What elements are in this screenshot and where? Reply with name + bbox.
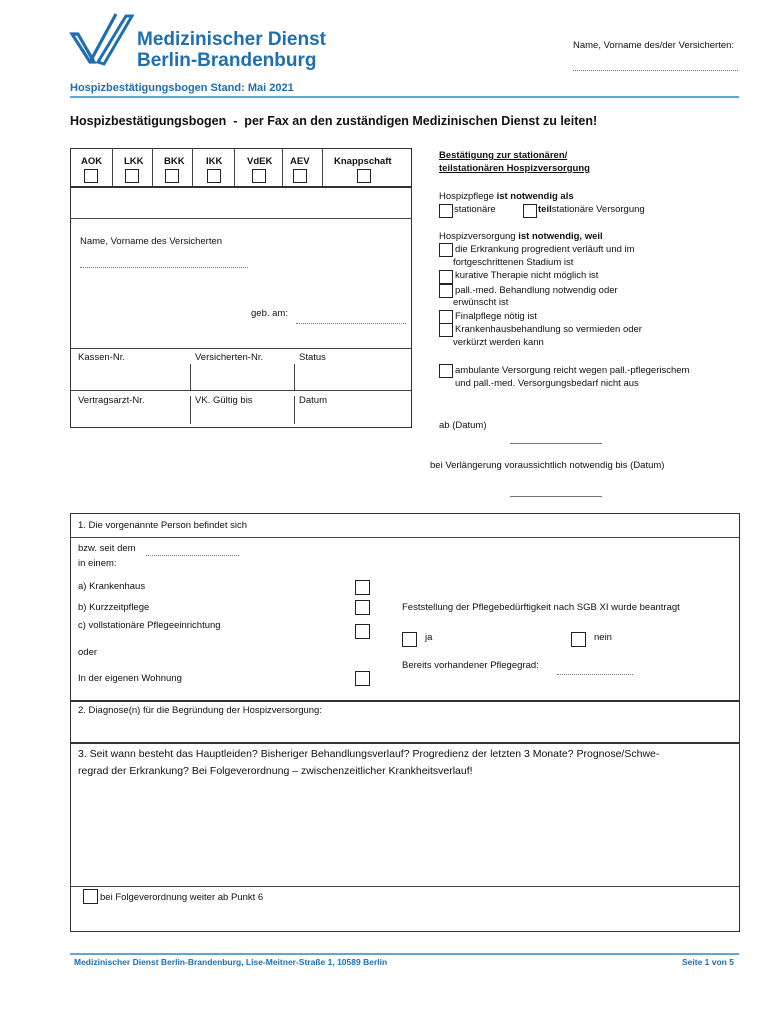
- section-3-line-2: regrad der Erkrankung? Bei Folgeverordnung – zwischenzeitlicher Krankheitsverlauf!: [78, 765, 473, 777]
- folge-checkbox[interactable]: [83, 889, 98, 904]
- reason-pallmed-label-1: pall.-med. Behandlung notwendig oder: [455, 285, 618, 296]
- patient-box: [70, 186, 412, 428]
- pflegegrad-field[interactable]: [557, 674, 633, 675]
- geb-label: geb. am:: [251, 308, 288, 319]
- section-1-title: 1. Die vorgenannte Person befindet sich: [78, 520, 247, 531]
- footer-page: Seite 1 von 5: [682, 957, 734, 967]
- folge-label: bei Folgeverordnung weiter ab Punkt 6: [100, 892, 264, 903]
- reason-finalpflege-label: Finalpflege nötig ist: [455, 311, 537, 322]
- pflegegrad-label: Bereits vorhandener Pflegegrad:: [402, 660, 539, 671]
- reason-progredient-label-2: fortgeschrittenen Stadium ist: [453, 257, 574, 268]
- kasse-aok-checkbox[interactable]: [84, 169, 98, 183]
- teilstationaer-label: teilstationäre Versorgung: [538, 204, 645, 215]
- reason-krankenhaus-label-1: Krankenhausbehandlung so vermieden oder: [455, 324, 642, 335]
- stationaer-label: stationäre: [454, 204, 496, 215]
- logo-line2: Berlin-Brandenburg: [137, 50, 317, 71]
- stationaer-checkbox[interactable]: [439, 204, 453, 218]
- kasse-vdek-checkbox[interactable]: [252, 169, 266, 183]
- right-heading-1: Bestätigung zur stationären/: [439, 150, 568, 161]
- vertragsarzt-nr-label: Vertragsarzt-Nr.: [78, 395, 145, 406]
- reason-kurativ-label: kurative Therapie nicht möglich ist: [455, 270, 599, 281]
- patient-name-label: Name, Vorname des Versicherten: [80, 236, 223, 247]
- hospizversorgung-label: Hospizversorgung ist notwendig, weil: [439, 231, 603, 242]
- kasse-knappschaft-checkbox[interactable]: [357, 169, 371, 183]
- oder-label: oder: [78, 647, 98, 658]
- ab-datum-field[interactable]: [510, 443, 602, 444]
- option-b-label: b) Kurzzeitpflege: [78, 602, 150, 613]
- form-stand: Hospizbestätigungsbogen Stand: Mai 2021: [70, 82, 294, 94]
- kasse-lkk-checkbox[interactable]: [125, 169, 139, 183]
- option-b-checkbox[interactable]: [355, 600, 370, 615]
- kassen-nr-label: Kassen-Nr.: [78, 352, 125, 363]
- status-label: Status: [299, 352, 326, 363]
- kasse-aev-checkbox[interactable]: [293, 169, 307, 183]
- verlaengerung-field[interactable]: [510, 496, 602, 497]
- insured-name-line: [573, 70, 738, 71]
- option-a-checkbox[interactable]: [355, 580, 370, 595]
- reason-pallmed-label-2: erwünscht ist: [453, 297, 509, 308]
- logo-mark-icon: [68, 10, 136, 70]
- reason-kurativ-checkbox[interactable]: [439, 270, 453, 284]
- kasse-bkk-label: BKK: [164, 156, 185, 167]
- teilstationaer-checkbox[interactable]: [523, 204, 537, 218]
- reason-progredient-checkbox[interactable]: [439, 243, 453, 257]
- kasse-vdek-label: VdEK: [247, 156, 273, 167]
- reason-finalpflege-checkbox[interactable]: [439, 310, 453, 324]
- footer-rule: [70, 953, 739, 955]
- ambulant-label-2: und pall.-med. Versorgungsbedarf nicht aus: [455, 378, 639, 389]
- ab-datum-label: ab (Datum): [439, 420, 487, 431]
- footer-address: Medizinischer Dienst Berlin-Brandenburg, Lise-Meitner-Straße 1, 10589 Berlin: [74, 957, 388, 967]
- page-title: Hospizbestätigungsbogen - per Fax an den zuständigen Medizinischen Dienst zu leiten!: [70, 114, 598, 128]
- datum-label: Datum: [299, 395, 327, 406]
- ja-checkbox[interactable]: [402, 632, 417, 647]
- kasse-ikk-checkbox[interactable]: [207, 169, 221, 183]
- in-einem-label: in einem:: [78, 558, 117, 569]
- feststellung-label: Feststellung der Pflegebedürftigkeit nach SGB XI wurde beantragt: [402, 602, 680, 613]
- hospizpflege-label: Hospizpflege ist notwendig als: [439, 191, 574, 202]
- option-a-label: a) Krankenhaus: [78, 581, 146, 592]
- logo-line1: Medizinischer Dienst: [137, 29, 326, 50]
- kasse-aok-label: AOK: [81, 156, 103, 167]
- reason-krankenhaus-label-2: verkürzt werden kann: [453, 337, 544, 348]
- versicherten-nr-label: Versicherten-Nr.: [195, 352, 264, 363]
- insured-name-label: Name, Vorname des/der Versicherten:: [573, 40, 735, 51]
- right-heading-2: teilstationären Hospizversorgung: [439, 163, 590, 174]
- reason-pallmed-checkbox[interactable]: [439, 284, 453, 298]
- kasse-ikk-label: IKK: [206, 156, 223, 167]
- wohnung-checkbox[interactable]: [355, 671, 370, 686]
- section-2-title: 2. Diagnose(n) für die Begründung der Hospizversorgung:: [78, 705, 322, 716]
- vk-gueltig-label: VK. Gültig bis: [195, 395, 253, 406]
- geb-field[interactable]: [296, 323, 406, 324]
- option-c-label: c) vollstationäre Pflegeeinrichtung: [78, 620, 221, 631]
- kasse-bkk-checkbox[interactable]: [165, 169, 179, 183]
- verlaengerung-label: bei Verlängerung voraussichtlich notwendig bis (Datum): [430, 460, 665, 471]
- ambulant-label-1: ambulante Versorgung reicht wegen pall.-pflegerischem: [455, 365, 690, 376]
- nein-label: nein: [594, 632, 612, 643]
- patient-name-field[interactable]: [80, 267, 248, 268]
- wohnung-label: In der eigenen Wohnung: [78, 673, 182, 684]
- section-3-line-1: 3. Seit wann besteht das Hauptleiden? Bisheriger Behandlungsverlauf? Progredienz der letzten 3 Monate? Prognose/Schwe-: [78, 748, 660, 760]
- ambulant-checkbox[interactable]: [439, 364, 453, 378]
- reason-krankenhaus-checkbox[interactable]: [439, 323, 453, 337]
- ja-label: ja: [425, 632, 433, 643]
- kasse-knappschaft-label: Knappschaft: [334, 156, 392, 167]
- seit-dem-label: bzw. seit dem: [78, 543, 136, 554]
- reason-progredient-label-1: die Erkrankung progredient verläuft und im: [455, 244, 635, 255]
- seit-dem-field[interactable]: [146, 555, 239, 556]
- nein-checkbox[interactable]: [571, 632, 586, 647]
- kasse-aev-label: AEV: [290, 156, 310, 167]
- kasse-lkk-label: LKK: [124, 156, 144, 167]
- header-rule: [70, 96, 739, 98]
- option-c-checkbox[interactable]: [355, 624, 370, 639]
